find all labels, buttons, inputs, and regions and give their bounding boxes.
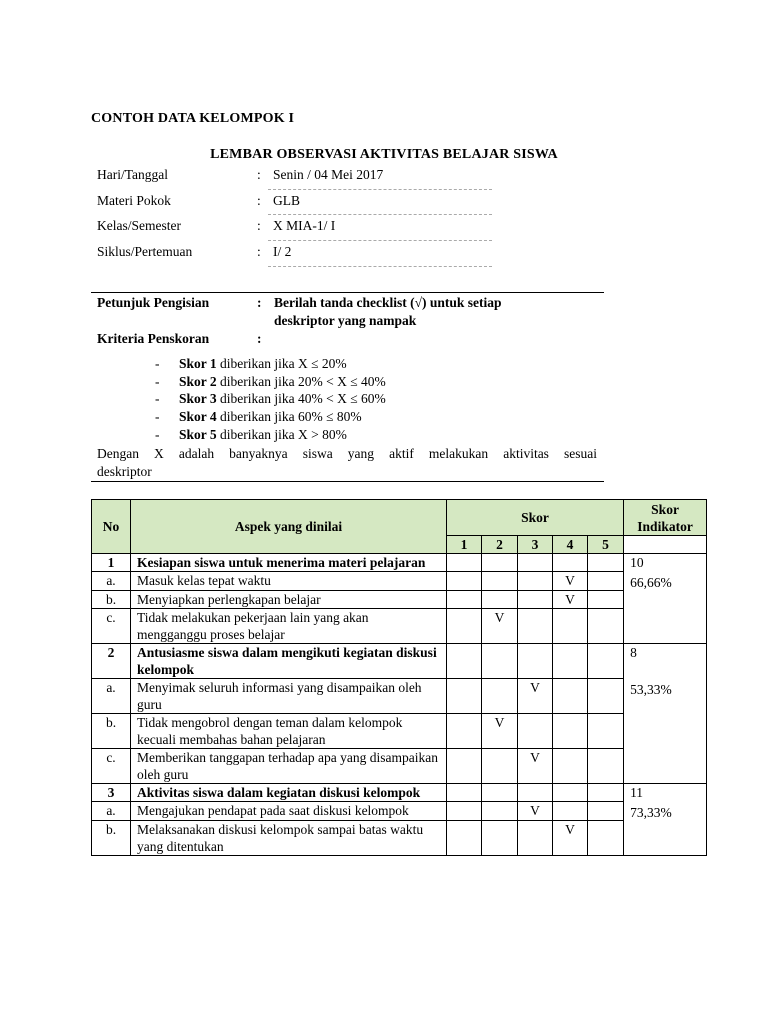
group-percent: 73,33% — [624, 802, 707, 821]
group-total: 11 — [624, 784, 707, 802]
table-row — [92, 679, 707, 714]
group-percent: 53,33% — [624, 679, 707, 714]
score-cell — [588, 609, 624, 644]
score-cell — [482, 749, 518, 784]
score-cell — [553, 802, 588, 821]
table-group-row — [92, 784, 707, 802]
table-row — [92, 821, 707, 856]
info-row-hari — [97, 167, 517, 189]
score-cell — [588, 554, 624, 572]
score-cell — [553, 749, 588, 784]
group-total: 8 — [624, 644, 707, 679]
kriteria-label: Kriteria Penskoran — [97, 331, 210, 346]
table-row — [92, 572, 707, 591]
score-cell — [553, 679, 588, 714]
doc-title — [0, 147, 768, 163]
info-value: Senin / 04 Mei 2017 — [273, 167, 384, 182]
item-label: c. — [92, 749, 131, 784]
dotted-line — [268, 189, 492, 190]
info-row-materi — [97, 193, 517, 215]
header-empty-cell — [624, 536, 707, 554]
score-cell — [447, 572, 482, 591]
item-text: Masuk kelas tepat waktu — [131, 572, 447, 591]
header-score-4: 4 — [553, 536, 588, 554]
info-colon: : — [257, 244, 261, 259]
item-text: Melaksanakan diskusi kelompok sampai batas waktu yang ditentukan — [131, 821, 447, 856]
dotted-line — [268, 214, 492, 215]
petunjuk-text-1: Berilah tanda checklist (√) untuk setiap — [274, 295, 502, 310]
score-cell — [518, 572, 553, 591]
criteria-score: Skor 5 — [179, 427, 217, 442]
criteria-text: diberikan jika 60% ≤ 80% — [216, 409, 362, 424]
item-text: Menyiapkan perlengkapan belajar — [131, 591, 447, 609]
group-title: Kesiapan siswa untuk menerima materi pelajaran — [131, 554, 447, 572]
header-aspek: Aspek yang dinilai — [131, 500, 447, 554]
table-row — [92, 591, 707, 609]
petunjuk-label: Petunjuk Pengisian — [97, 295, 210, 310]
item-text: Tidak mengobrol dengan teman dalam kelompok kecuali membahas bahan pelajaran — [131, 714, 447, 749]
criteria-score: Skor 3 — [179, 391, 217, 406]
doc-heading: CONTOH DATA KELOMPOK I — [91, 111, 295, 126]
info-label: Materi Pokok — [97, 193, 171, 208]
petunjuk-colon: : — [257, 295, 262, 310]
table-row — [92, 609, 707, 644]
score-cell — [482, 679, 518, 714]
header-no: No — [92, 500, 131, 554]
item-label: a. — [92, 572, 131, 591]
criteria-item — [155, 427, 347, 443]
score-cell — [588, 679, 624, 714]
indicator-cell — [624, 749, 707, 784]
group-title: Aktivitas siswa dalam kegiatan diskusi kelompok — [131, 784, 447, 802]
info-label: Hari/Tanggal — [97, 167, 169, 182]
info-value: X MIA-1/ I — [273, 218, 336, 233]
indicator-cell — [624, 821, 707, 856]
check-mark: V — [553, 572, 588, 591]
header-skor: Skor — [447, 500, 624, 536]
score-cell — [553, 554, 588, 572]
score-cell — [553, 784, 588, 802]
observation-table-body — [92, 554, 707, 856]
table-group-row — [92, 644, 707, 679]
header-skor-indikator: Skor Indikator — [624, 500, 707, 536]
table-group-row — [92, 554, 707, 572]
group-number: 3 — [92, 784, 131, 802]
info-label: Kelas/Semester — [97, 218, 181, 233]
score-cell — [447, 802, 482, 821]
criteria-text: diberikan jika X > 80% — [216, 427, 347, 442]
score-cell — [482, 644, 518, 679]
score-cell — [447, 821, 482, 856]
score-cell — [553, 609, 588, 644]
item-label: b. — [92, 821, 131, 856]
info-colon: : — [257, 218, 261, 233]
score-cell — [518, 714, 553, 749]
info-value: GLB — [273, 193, 300, 208]
score-cell — [553, 644, 588, 679]
criteria-score: Skor 1 — [179, 356, 217, 371]
dotted-line — [268, 240, 492, 241]
criteria-bullet: - — [155, 374, 160, 389]
separator-bottom — [91, 481, 604, 482]
score-cell — [588, 644, 624, 679]
table-row — [92, 802, 707, 821]
doc-title-text: LEMBAR OBSERVASI AKTIVITAS BELAJAR SISWA — [210, 147, 558, 162]
check-mark: V — [482, 714, 518, 749]
criteria-item — [155, 409, 362, 425]
group-number: 1 — [92, 554, 131, 572]
group-total: 10 — [624, 554, 707, 572]
item-label: b. — [92, 591, 131, 609]
criteria-item — [155, 374, 386, 390]
header-score-1: 1 — [447, 536, 482, 554]
item-text: Memberikan tanggapan terhadap apa yang disampaikan oleh guru — [131, 749, 447, 784]
score-cell — [447, 591, 482, 609]
check-mark: V — [518, 679, 553, 714]
check-mark: V — [518, 802, 553, 821]
check-mark: V — [553, 821, 588, 856]
criteria-bullet: - — [155, 391, 160, 406]
criteria-text: diberikan jika 40% < X ≤ 60% — [216, 391, 386, 406]
check-mark: V — [553, 591, 588, 609]
info-row-kelas — [97, 218, 517, 240]
score-cell — [482, 591, 518, 609]
indicator-cell — [624, 609, 707, 644]
check-mark: V — [482, 609, 518, 644]
criteria-text: diberikan jika 20% < X ≤ 40% — [216, 374, 386, 389]
score-cell — [447, 714, 482, 749]
info-row-siklus — [97, 244, 517, 266]
group-title: Antusiasme siswa dalam mengikuti kegiatan diskusi kelompok — [131, 644, 447, 679]
score-cell — [447, 609, 482, 644]
score-cell — [518, 821, 553, 856]
score-cell — [518, 554, 553, 572]
header-score-5: 5 — [588, 536, 624, 554]
score-cell — [518, 784, 553, 802]
kriteria-colon: : — [257, 331, 262, 346]
info-value: I/ 2 — [273, 244, 292, 259]
score-cell — [588, 784, 624, 802]
item-text: Menyimak seluruh informasi yang disampaikan oleh guru — [131, 679, 447, 714]
item-text: Tidak melakukan pekerjaan lain yang akan mengganggu proses belajar — [131, 609, 447, 644]
observation-table — [91, 499, 707, 856]
score-cell — [482, 784, 518, 802]
header-score-3: 3 — [518, 536, 553, 554]
score-cell — [588, 572, 624, 591]
score-cell — [588, 591, 624, 609]
score-cell — [588, 749, 624, 784]
item-label: b. — [92, 714, 131, 749]
separator-top — [91, 292, 604, 293]
score-cell — [518, 644, 553, 679]
score-cell — [447, 784, 482, 802]
info-colon: : — [257, 193, 261, 208]
info-label: Siklus/Pertemuan — [97, 244, 193, 259]
group-number: 2 — [92, 644, 131, 679]
criteria-score: Skor 4 — [179, 409, 217, 424]
table-row — [92, 714, 707, 749]
score-cell — [447, 749, 482, 784]
criteria-bullet: - — [155, 409, 160, 424]
item-text: Mengajukan pendapat pada saat diskusi kelompok — [131, 802, 447, 821]
criteria-text: diberikan jika X ≤ 20% — [216, 356, 347, 371]
criteria-bullet: - — [155, 427, 160, 442]
criteria-item — [155, 391, 386, 407]
score-cell — [447, 644, 482, 679]
petunjuk-text-2: deskriptor yang nampak — [274, 313, 417, 328]
note-line-1: Dengan X adalah banyaknya siswa yang aktif melakukan aktivitas sesuai — [97, 446, 597, 461]
score-cell — [482, 821, 518, 856]
score-cell — [482, 572, 518, 591]
score-cell — [482, 554, 518, 572]
score-cell — [447, 554, 482, 572]
score-cell — [447, 679, 482, 714]
note-line-2: deskriptor — [97, 464, 152, 479]
score-cell — [588, 821, 624, 856]
table-row — [92, 749, 707, 784]
item-label: a. — [92, 679, 131, 714]
score-cell — [518, 591, 553, 609]
score-cell — [588, 802, 624, 821]
header-score-2: 2 — [482, 536, 518, 554]
score-cell — [482, 802, 518, 821]
check-mark: V — [518, 749, 553, 784]
indicator-cell — [624, 714, 707, 749]
indicator-cell — [624, 591, 707, 609]
score-cell — [553, 714, 588, 749]
item-label: c. — [92, 609, 131, 644]
item-label: a. — [92, 802, 131, 821]
dotted-line — [268, 266, 492, 267]
criteria-item — [155, 356, 347, 372]
info-colon: : — [257, 167, 261, 182]
score-cell — [588, 714, 624, 749]
score-cell — [518, 609, 553, 644]
criteria-score: Skor 2 — [179, 374, 217, 389]
criteria-bullet: - — [155, 356, 160, 371]
group-percent: 66,66% — [624, 572, 707, 591]
